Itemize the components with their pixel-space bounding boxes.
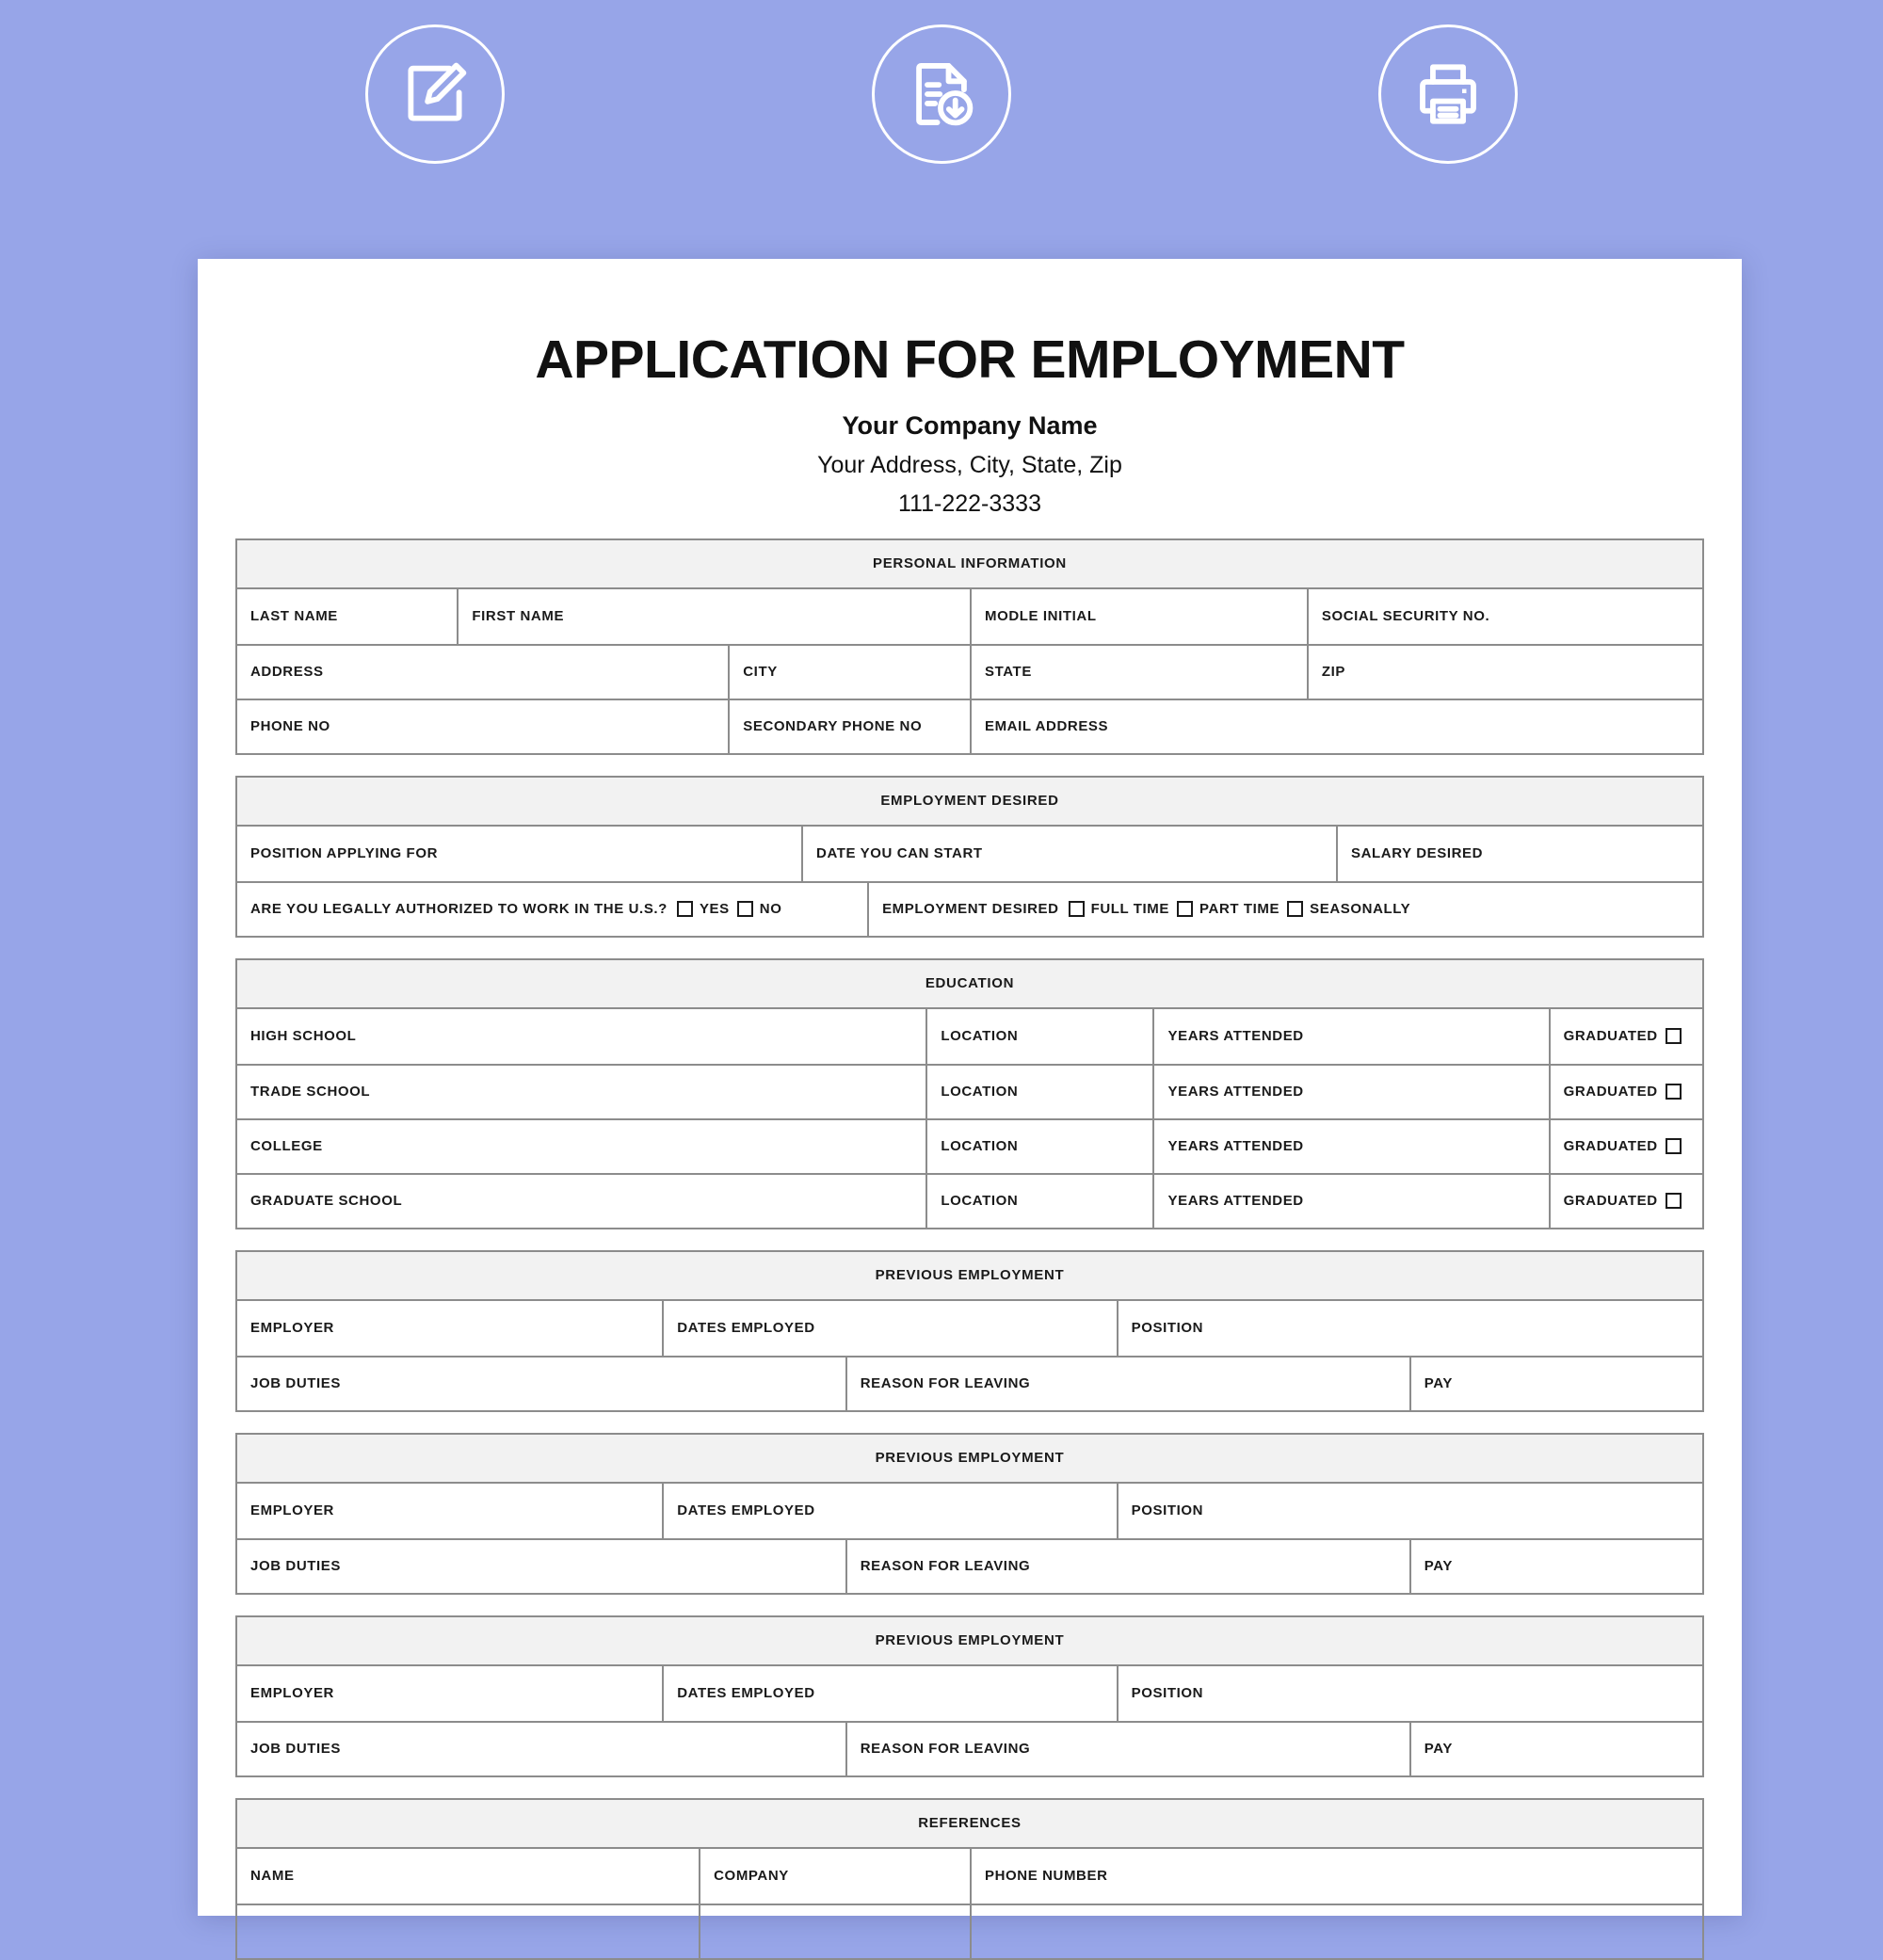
field-graduate-school-graduated[interactable] [1549, 1175, 1702, 1228]
work-authorization-question: ARE YOU LEGALLY AUTHORIZED TO WORK IN THE U.S.? [250, 901, 668, 918]
field-position-2[interactable]: POSITION [1117, 1484, 1702, 1538]
download-document-button[interactable] [872, 24, 1011, 164]
field-high-school[interactable]: HIGH SCHOOL [250, 1028, 357, 1045]
table-row [237, 1538, 1702, 1593]
checkbox-full-time[interactable] [1069, 901, 1085, 917]
field-work-authorization [237, 883, 867, 936]
column-header-reference-company: COMPANY [699, 1849, 970, 1904]
company-address: Your Address, City, State, Zip [817, 451, 1122, 478]
field-high-school-location[interactable]: LOCATION [925, 1009, 1152, 1064]
section-band-label: REFERENCES [918, 1815, 1022, 1832]
section-band-employment-desired [235, 776, 1704, 827]
employment-desired-grid [235, 827, 1704, 938]
print-icon [1409, 56, 1487, 133]
table-row [237, 589, 1702, 644]
section-band-label: PREVIOUS EMPLOYMENT [875, 1450, 1065, 1467]
checkbox-seasonally[interactable] [1287, 901, 1303, 917]
section-band-education [235, 958, 1704, 1009]
field-position-3[interactable]: POSITION [1117, 1666, 1702, 1721]
section-previous-employment-1 [235, 1250, 1704, 1412]
previous-employment-grid-3 [235, 1666, 1704, 1777]
document-action-toolbar [0, 0, 1883, 188]
field-employment-type [867, 883, 1702, 936]
previous-employment-grid-2 [235, 1484, 1704, 1595]
table-row [237, 1064, 1702, 1118]
education-grid [235, 1009, 1704, 1229]
column-header-reference-name: NAME [250, 1868, 295, 1885]
table-row [237, 1356, 1702, 1410]
field-college-graduated[interactable] [1549, 1120, 1702, 1173]
employment-type-option-part-time[interactable]: PART TIME [1169, 901, 1279, 917]
field-pay-3[interactable]: PAY [1409, 1723, 1702, 1775]
employment-type-option-full-time[interactable]: FULL TIME [1061, 901, 1169, 917]
table-row [237, 1904, 1702, 1958]
section-band-previous-employment-2 [235, 1433, 1704, 1484]
field-college-location[interactable]: LOCATION [925, 1120, 1152, 1173]
section-band-personal [235, 538, 1704, 589]
table-row [237, 699, 1702, 753]
column-header-reference-phone: PHONE NUMBER [970, 1849, 1702, 1904]
section-band-label: EMPLOYMENT DESIRED [880, 793, 1059, 810]
references-grid [235, 1849, 1704, 1960]
section-band-label: EDUCATION [925, 975, 1015, 992]
field-trade-school-location[interactable]: LOCATION [925, 1066, 1152, 1118]
field-pay-1[interactable]: PAY [1409, 1358, 1702, 1410]
field-employer-2[interactable]: EMPLOYER [250, 1502, 334, 1519]
section-band-label: PREVIOUS EMPLOYMENT [875, 1632, 1065, 1649]
table-row [237, 1484, 1702, 1538]
page-title: APPLICATION FOR EMPLOYMENT [535, 329, 1405, 390]
checkbox-graduated-high-school[interactable] [1666, 1028, 1682, 1044]
table-row [237, 881, 1702, 936]
table-row [237, 1118, 1702, 1173]
checkbox-part-time[interactable] [1177, 901, 1193, 917]
field-zip[interactable]: ZIP [1307, 646, 1702, 699]
field-reference-name-1[interactable] [237, 1905, 699, 1958]
field-pay-2[interactable]: PAY [1409, 1540, 1702, 1593]
section-personal-information [235, 538, 1704, 755]
field-high-school-years[interactable]: YEARS ATTENDED [1152, 1009, 1548, 1064]
table-row [237, 1173, 1702, 1228]
previous-employment-grid-1 [235, 1301, 1704, 1412]
section-previous-employment-2 [235, 1433, 1704, 1595]
section-references [235, 1798, 1704, 1960]
checkbox-graduated-college[interactable] [1666, 1138, 1682, 1154]
field-reason-for-leaving-1[interactable]: REASON FOR LEAVING [845, 1358, 1409, 1410]
field-dates-employed-1[interactable]: DATES EMPLOYED [662, 1301, 1116, 1356]
field-email-address[interactable]: EMAIL ADDRESS [970, 700, 1702, 753]
table-row [237, 1721, 1702, 1775]
field-trade-school-years[interactable]: YEARS ATTENDED [1152, 1066, 1548, 1118]
company-name: Your Company Name [842, 410, 1098, 440]
section-band-previous-employment-3 [235, 1615, 1704, 1666]
graduated-label: GRADUATED [1563, 1193, 1658, 1210]
table-row [237, 1849, 1702, 1904]
field-college-years[interactable]: YEARS ATTENDED [1152, 1120, 1548, 1173]
field-reason-for-leaving-2[interactable]: REASON FOR LEAVING [845, 1540, 1409, 1593]
section-band-label: PERSONAL INFORMATION [873, 555, 1067, 572]
graduated-label: GRADUATED [1563, 1028, 1658, 1045]
field-position-1[interactable]: POSITION [1117, 1301, 1702, 1356]
fill-form-button[interactable] [365, 24, 505, 164]
field-college[interactable]: COLLEGE [250, 1138, 323, 1155]
field-phone-no[interactable]: PHONE NO [250, 718, 330, 735]
section-education [235, 958, 1704, 1229]
field-position-applying-for[interactable]: POSITION APPLYING FOR [250, 845, 439, 862]
company-phone: 111-222-3333 [898, 490, 1041, 517]
field-state[interactable]: STATE [970, 646, 1307, 699]
graduated-label: GRADUATED [1563, 1084, 1658, 1100]
table-row [237, 1301, 1702, 1356]
work-authorization-option-yes[interactable]: YES [669, 901, 730, 917]
field-reference-phone-1[interactable] [970, 1905, 1702, 1958]
field-job-duties-2[interactable]: JOB DUTIES [250, 1558, 342, 1575]
section-band-references [235, 1798, 1704, 1849]
table-row [237, 644, 1702, 699]
checkbox-no[interactable] [737, 901, 753, 917]
employment-application-document [198, 259, 1742, 1916]
table-row [237, 827, 1702, 881]
field-graduate-school-years[interactable]: YEARS ATTENDED [1152, 1175, 1548, 1228]
field-middle-initial[interactable]: MODLE INITIAL [970, 589, 1307, 644]
field-social-security-no[interactable]: SOCIAL SECURITY NO. [1307, 589, 1702, 644]
field-last-name[interactable]: LAST NAME [250, 608, 338, 625]
field-employer-1[interactable]: EMPLOYER [250, 1320, 334, 1337]
field-trade-school-graduated[interactable] [1549, 1066, 1702, 1118]
checkbox-yes[interactable] [677, 901, 693, 917]
field-graduate-school[interactable]: GRADUATE SCHOOL [250, 1193, 403, 1210]
fill-form-icon [396, 56, 474, 133]
field-reason-for-leaving-3[interactable]: REASON FOR LEAVING [845, 1723, 1409, 1775]
field-city[interactable]: CITY [728, 646, 970, 699]
download-document-icon [903, 56, 980, 133]
field-job-duties-1[interactable]: JOB DUTIES [250, 1375, 342, 1392]
field-address[interactable]: ADDRESS [250, 664, 324, 681]
work-authorization-option-no[interactable]: NO [730, 901, 782, 917]
employment-type-option-seasonally[interactable]: SEASONALLY [1279, 901, 1410, 917]
field-secondary-phone-no[interactable]: SECONDARY PHONE NO [728, 700, 970, 753]
field-job-duties-3[interactable]: JOB DUTIES [250, 1741, 342, 1758]
section-band-label: PREVIOUS EMPLOYMENT [875, 1267, 1065, 1284]
checkbox-graduated-graduate-school[interactable] [1666, 1193, 1682, 1209]
field-employer-3[interactable]: EMPLOYER [250, 1685, 334, 1702]
field-graduate-school-location[interactable]: LOCATION [925, 1175, 1152, 1228]
section-band-previous-employment-1 [235, 1250, 1704, 1301]
employment-type-label: EMPLOYMENT DESIRED [882, 901, 1059, 918]
field-salary-desired[interactable]: SALARY DESIRED [1336, 827, 1702, 881]
field-dates-employed-2[interactable]: DATES EMPLOYED [662, 1484, 1116, 1538]
table-row [237, 1009, 1702, 1064]
checkbox-graduated-trade-school[interactable] [1666, 1084, 1682, 1100]
table-row [237, 1666, 1702, 1721]
personal-information-grid [235, 589, 1704, 755]
field-reference-company-1[interactable] [699, 1905, 970, 1958]
section-previous-employment-3 [235, 1615, 1704, 1777]
print-button[interactable] [1378, 24, 1518, 164]
field-trade-school[interactable]: TRADE SCHOOL [250, 1084, 371, 1100]
field-date-you-can-start[interactable]: DATE YOU CAN START [801, 827, 1336, 881]
field-high-school-graduated[interactable] [1549, 1009, 1702, 1064]
field-dates-employed-3[interactable]: DATES EMPLOYED [662, 1666, 1116, 1721]
field-first-name[interactable]: FIRST NAME [457, 589, 970, 644]
section-employment-desired [235, 776, 1704, 938]
graduated-label: GRADUATED [1563, 1138, 1658, 1155]
